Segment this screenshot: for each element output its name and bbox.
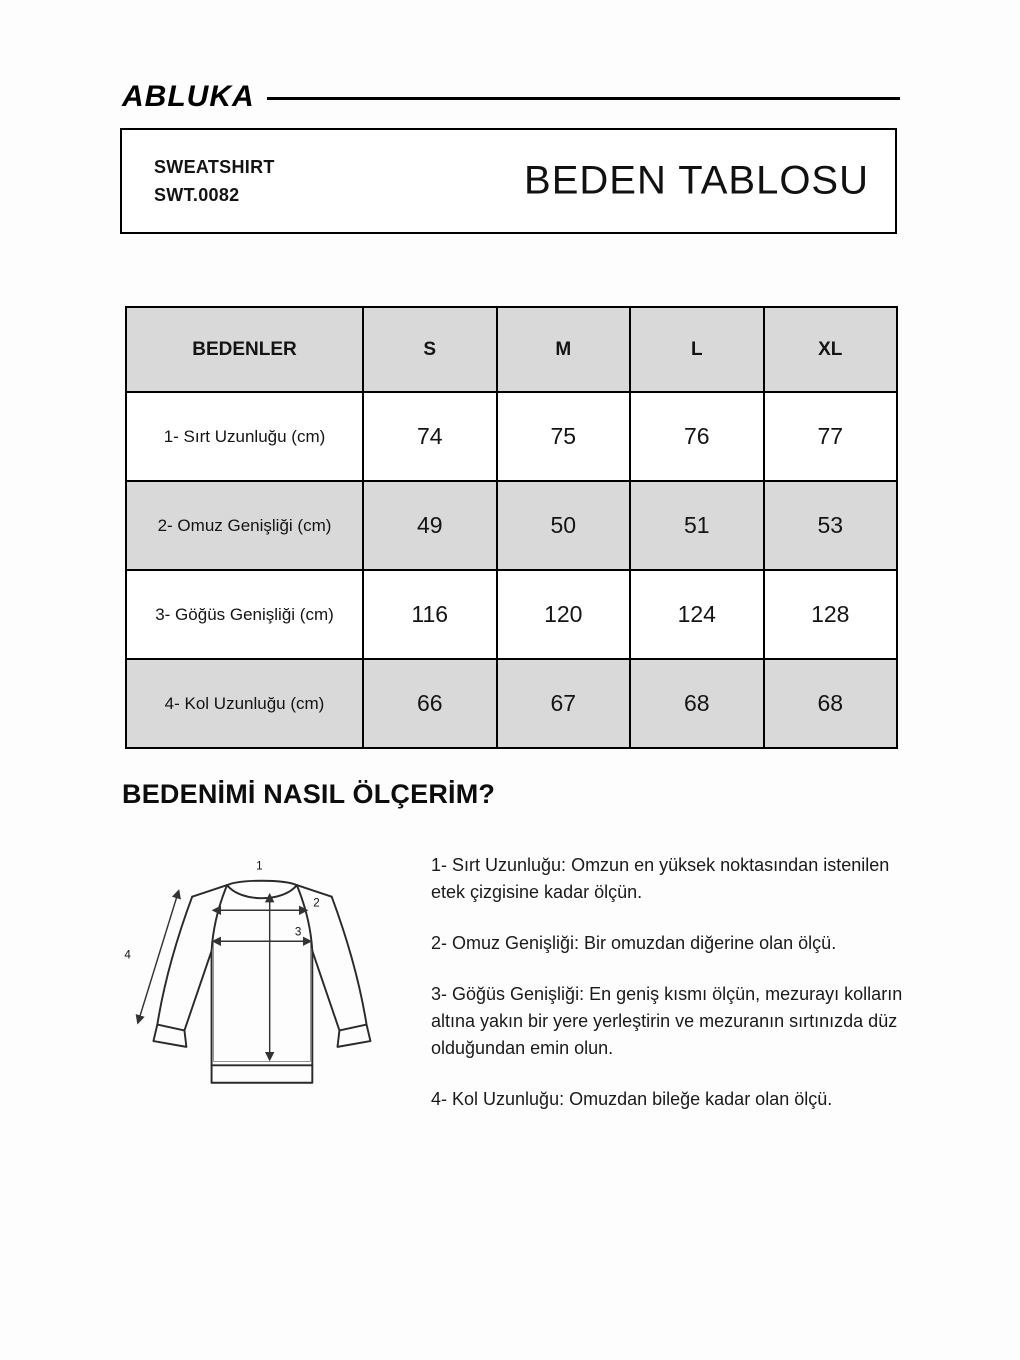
col-header-l: L — [630, 307, 764, 392]
cell-value: 49 — [363, 481, 497, 570]
brand-logo: ABLUKA — [122, 80, 255, 113]
col-header-bedenler: BEDENLER — [126, 307, 363, 392]
page-title: BEDEN TABLOSU — [524, 158, 869, 203]
product-info — [122, 157, 275, 206]
chest-guide-rect — [214, 941, 311, 1061]
sweatshirt-outline — [153, 881, 370, 1083]
measure-section-body — [105, 850, 1020, 1117]
cell-value: 124 — [630, 570, 764, 659]
diagram-label-1: 1 — [256, 859, 263, 873]
size-table-header-row — [126, 307, 897, 392]
brand-row — [0, 0, 1020, 114]
cell-value: 128 — [764, 570, 898, 659]
brand-divider-line — [267, 97, 900, 100]
col-header-xl: XL — [764, 307, 898, 392]
product-code: SWT.0082 — [154, 184, 240, 205]
diagram-label-2: 2 — [313, 896, 320, 910]
cell-value: 116 — [363, 570, 497, 659]
table-row-sleeve-length — [126, 659, 897, 748]
diagram-label-4: 4 — [124, 948, 131, 962]
instruction-shoulder-width: 2- Omuz Genişliği: Bir omuzdan diğerine olan ölçü. — [431, 933, 837, 953]
cell-value: 68 — [764, 659, 898, 748]
cell-value: 120 — [497, 570, 631, 659]
cell-value: 50 — [497, 481, 631, 570]
product-type: SWEATSHIRT — [154, 156, 275, 177]
measurement-instructions — [431, 852, 911, 1113]
cell-value: 66 — [363, 659, 497, 748]
cell-value: 74 — [363, 392, 497, 481]
table-row-back-length — [126, 392, 897, 481]
cell-value: 76 — [630, 392, 764, 481]
cell-value: 51 — [630, 481, 764, 570]
header-box — [120, 128, 897, 234]
instruction-sleeve-length: 4- Kol Uzunluğu: Omuzdan bileğe kadar olan ölçü. — [431, 1089, 833, 1109]
col-header-s: S — [363, 307, 497, 392]
cell-value: 77 — [764, 392, 898, 481]
sweatshirt-measurement-diagram — [105, 850, 415, 1117]
instruction-chest-width: 3- Göğüs Genişliği: En geniş kısmı ölçün, mezurayı kolların altına yakın bir yere yerleştirin ve mezuranın sırtınızda düz olduğundan emin olun. — [431, 984, 903, 1058]
cell-value: 67 — [497, 659, 631, 748]
table-row-chest-width — [126, 570, 897, 659]
instruction-back-length: 1- Sırt Uzunluğu: Omzun en yüksek noktasından istenilen etek çizgisine kadar ölçün. — [431, 855, 890, 902]
size-table — [125, 306, 898, 749]
table-row-shoulder-width — [126, 481, 897, 570]
col-header-m: M — [497, 307, 631, 392]
measurement-arrows — [138, 891, 310, 1060]
sweatshirt-diagram-svg — [105, 850, 415, 1112]
measure-section-title: BEDENİMİ NASIL ÖLÇERİM? — [122, 779, 496, 809]
row-label: 2- Omuz Genişliği (cm) — [126, 481, 363, 570]
row-label: 4- Kol Uzunluğu (cm) — [126, 659, 363, 748]
cell-value: 75 — [497, 392, 631, 481]
cell-value: 68 — [630, 659, 764, 748]
row-label: 1- Sırt Uzunluğu (cm) — [126, 392, 363, 481]
diagram-label-3: 3 — [294, 925, 302, 939]
cell-value: 53 — [764, 481, 898, 570]
row-label: 3- Göğüs Genişliği (cm) — [126, 570, 363, 659]
